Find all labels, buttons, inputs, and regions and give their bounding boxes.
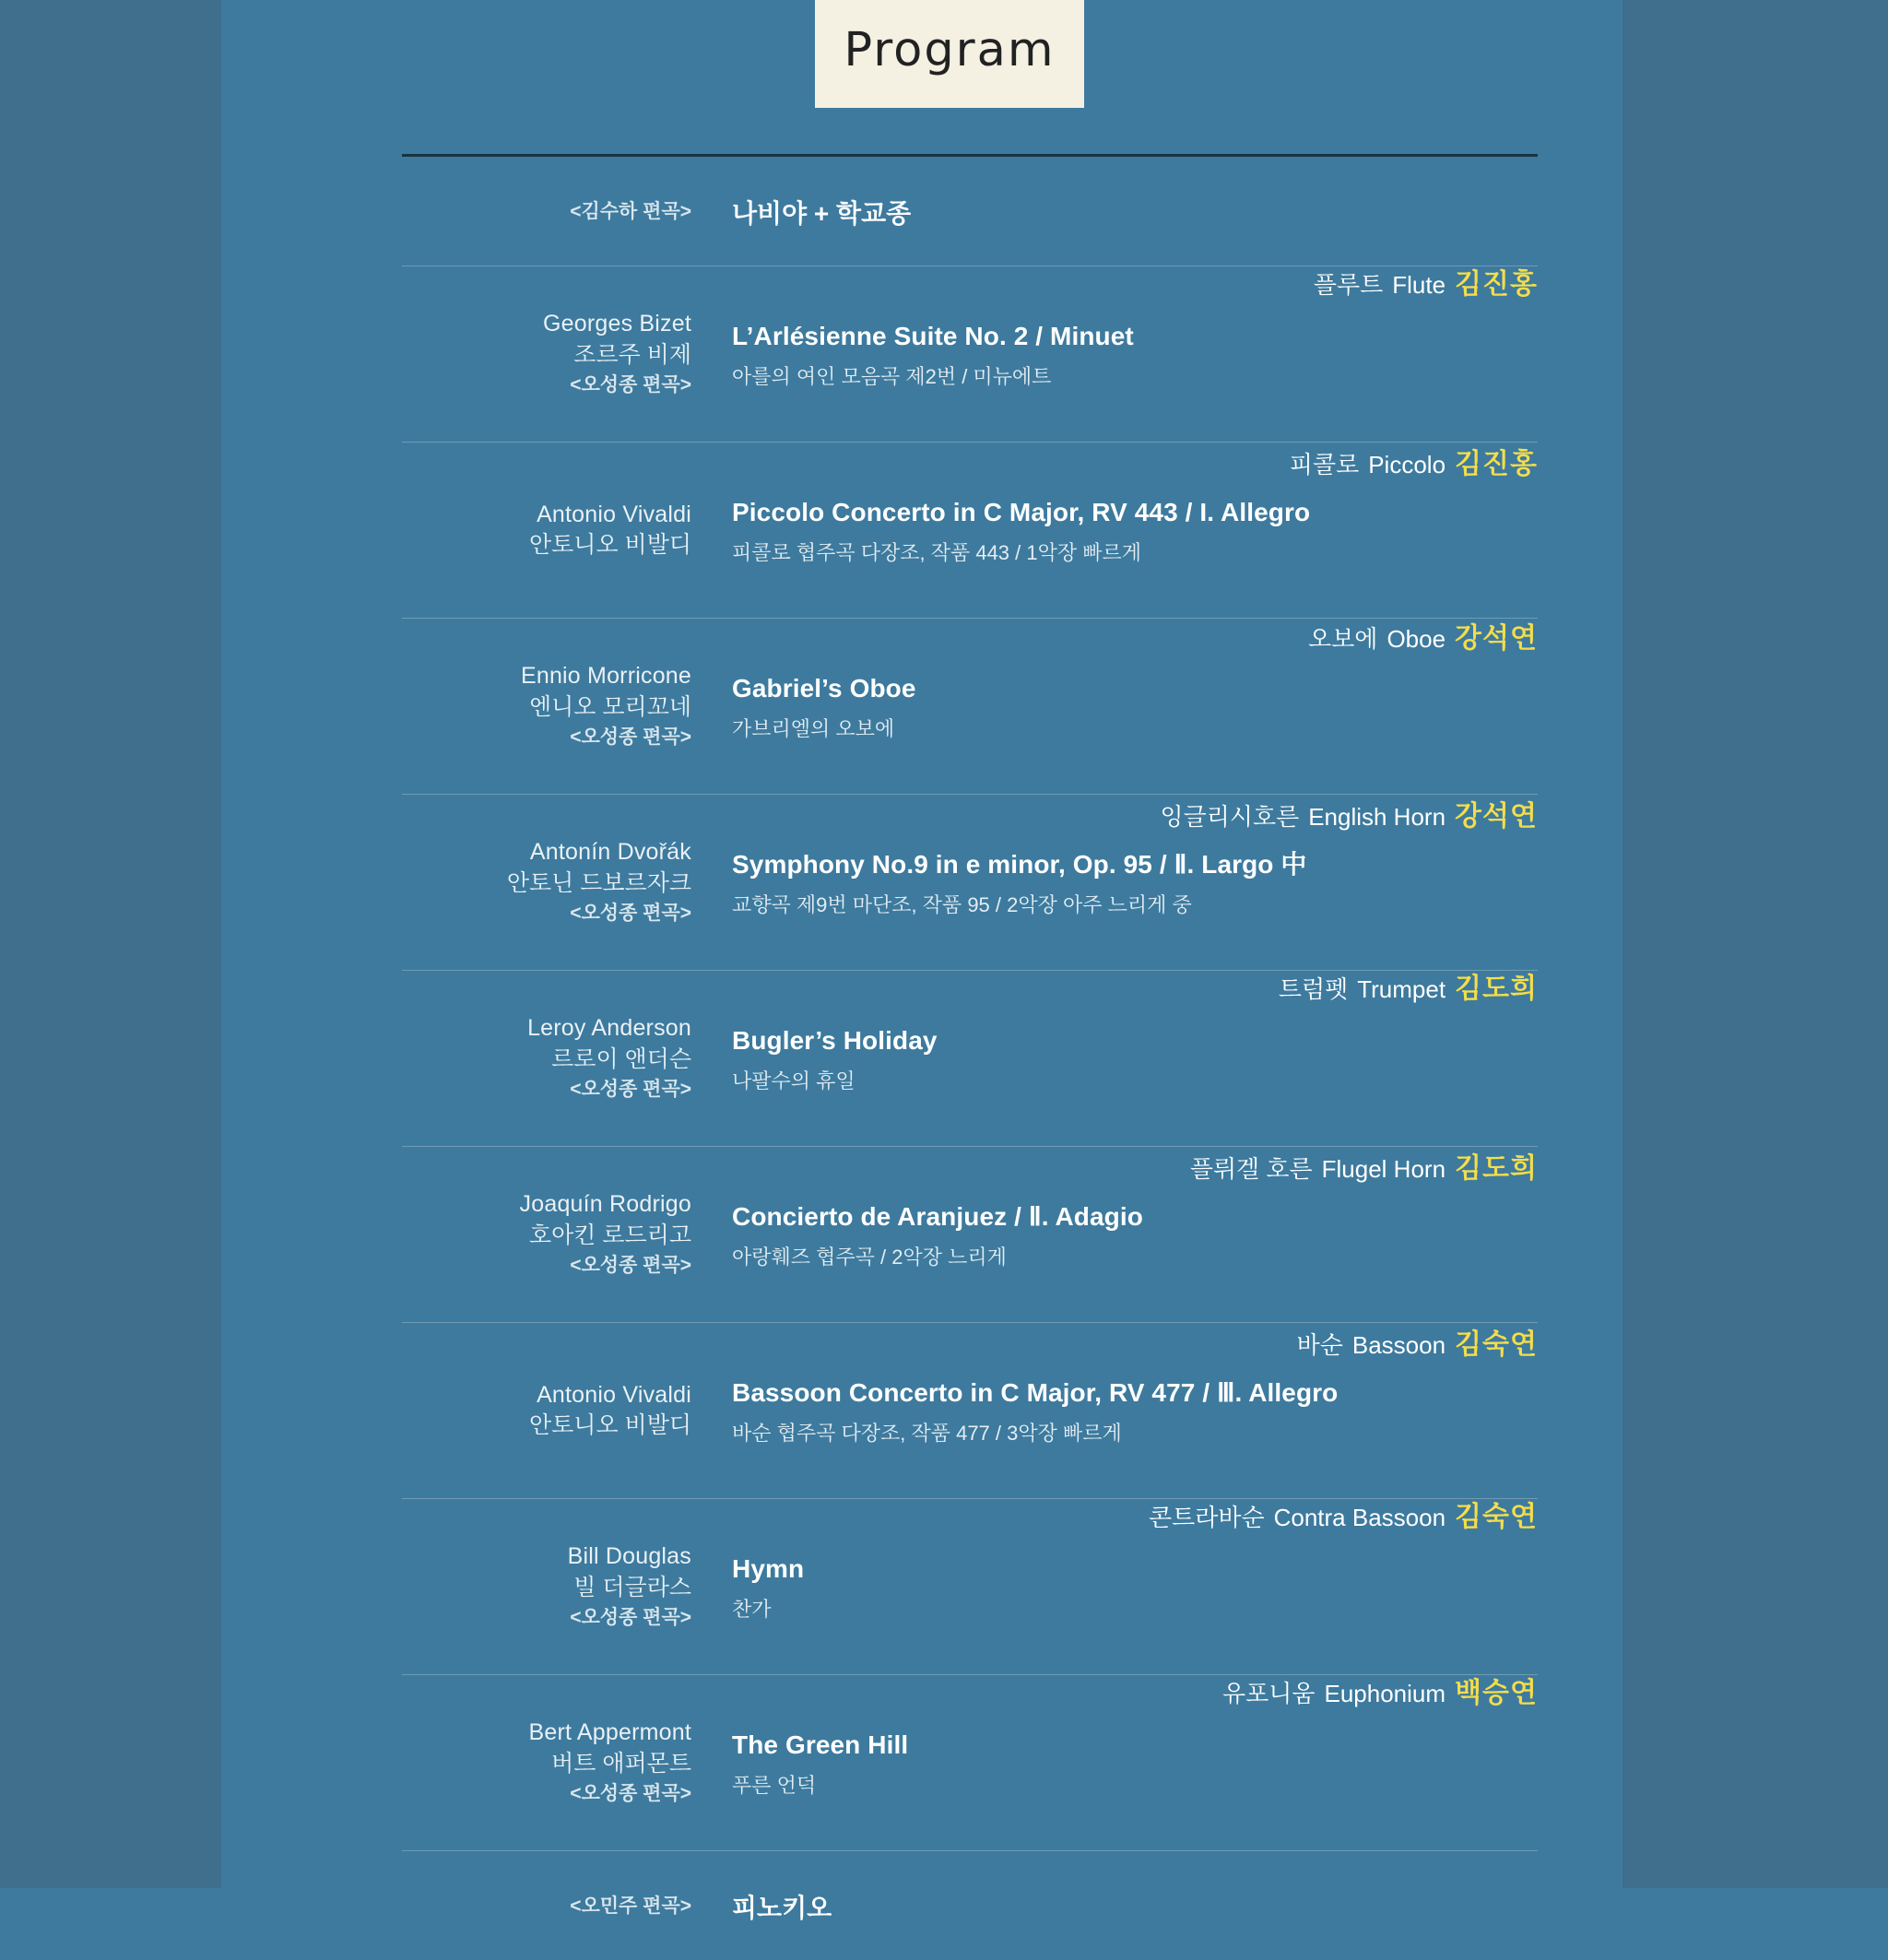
- row-work-cell: [715, 1678, 1538, 1798]
- row-instrument-en: Bassoon: [1351, 1331, 1446, 1360]
- row-composer-cell: [402, 309, 715, 398]
- row-work-cell: [715, 623, 1538, 741]
- row-arranger: <오성종 편곡>: [570, 1783, 691, 1805]
- row-work-kr: 바순 협주곡 다장조, 작품 477 / 3악장 빠르게: [732, 1421, 1122, 1445]
- row-work-kr: 푸른 언덕: [732, 1773, 817, 1797]
- row-work-cell: [715, 1502, 1538, 1622]
- row-composer-cell: [402, 197, 715, 225]
- page-title: Program: [844, 23, 1056, 77]
- row-composer-cell: [402, 1718, 715, 1807]
- row-composer-en: Bert Appermont: [528, 1719, 691, 1746]
- table-row: [402, 794, 1538, 970]
- row-composer-kr: 호아킨 로드리고: [529, 1222, 691, 1248]
- row-work-cell: [715, 192, 1538, 230]
- row-player-name: 강석연: [1455, 623, 1538, 655]
- row-player-name: 김진홍: [1455, 449, 1538, 480]
- row-composer-cell: [402, 1380, 715, 1442]
- row-composer-cell: [402, 1189, 715, 1279]
- row-work-kr: 가브리엘의 오보에: [732, 716, 895, 740]
- row-work-cell: [715, 1329, 1538, 1446]
- row-composer-kr: 안토니오 비발디: [529, 1412, 691, 1438]
- row-composer-en: Bill Douglas: [567, 1543, 691, 1570]
- row-performer: [1190, 1145, 1538, 1186]
- row-player-name: 김진홍: [1455, 269, 1538, 301]
- table-row: [402, 266, 1538, 442]
- row-composer-en: Antonín Dvořák: [529, 839, 691, 866]
- program-table: [402, 154, 1538, 1960]
- row-work-en: Symphony No.9 in e minor, Op. 95 / Ⅱ. Largo 中: [732, 850, 1307, 880]
- row-instrument-kr: 유포니움: [1222, 1680, 1316, 1708]
- row-composer-kr: 빌 더글라스: [573, 1574, 691, 1600]
- row-work-en: Gabriel’s Oboe: [732, 674, 916, 703]
- row-player-name: 김도희: [1455, 974, 1538, 1005]
- row-instrument-kr: 플루트: [1313, 271, 1384, 300]
- table-row: [402, 618, 1538, 794]
- row-performer: [1279, 965, 1538, 1006]
- row-performer: [1297, 1321, 1538, 1362]
- row-arranger: <오성종 편곡>: [570, 1255, 691, 1277]
- row-work-kr: 교향곡 제9번 마단조, 작품 95 / 2악장 아주 느리게 중: [732, 892, 1192, 916]
- row-work-cell: [715, 801, 1538, 917]
- table-row: [402, 442, 1538, 618]
- row-work-en: Bassoon Concerto in C Major, RV 477 / Ⅲ. Allegro: [732, 1378, 1339, 1408]
- row-composer-kr: 버트 애퍼몬트: [551, 1750, 691, 1777]
- row-instrument-en: English Horn: [1308, 803, 1446, 832]
- row-performer: [1160, 793, 1538, 833]
- table-row: [402, 1146, 1538, 1322]
- row-instrument-en: Oboe: [1386, 625, 1446, 654]
- row-composer-en: Antonio Vivaldi: [537, 501, 691, 527]
- row-composer-cell: [402, 661, 715, 750]
- row-work-cell: [715, 449, 1538, 565]
- row-work-kr: 아를의 여인 모음곡 제2번 / 미뉴에트: [732, 364, 1052, 388]
- row-work-cell: [715, 1886, 1538, 1925]
- row-title-kr: 나비야 + 학교종: [732, 199, 912, 228]
- row-player-name: 강석연: [1455, 801, 1538, 832]
- row-arranger: <오민주 편곡>: [570, 1895, 691, 1917]
- row-arranger: <오성종 편곡>: [570, 374, 691, 396]
- row-composer-cell: [402, 1013, 715, 1103]
- row-composer-en: Joaquín Rodrigo: [519, 1191, 691, 1218]
- row-composer-cell: [402, 1892, 715, 1919]
- row-composer-en: Leroy Anderson: [527, 1015, 691, 1042]
- row-composer-cell: [402, 837, 715, 927]
- row-instrument-kr: 피콜로: [1289, 451, 1360, 479]
- row-performer: [1308, 615, 1538, 655]
- row-composer-kr: 조르주 비제: [573, 341, 691, 368]
- row-work-kr: 아랑훼즈 협주곡 / 2악장 느리게: [732, 1245, 1007, 1269]
- row-work-en: L’Arlésienne Suite No. 2 / Minuet: [732, 322, 1134, 351]
- row-performer: [1290, 441, 1538, 481]
- row-composer-cell: [402, 500, 715, 561]
- row-composer-en: Ennio Morricone: [520, 663, 691, 690]
- row-composer-cell: [402, 1541, 715, 1631]
- row-composer-en: Georges Bizet: [542, 311, 691, 337]
- row-arranger: <김수하 편곡>: [570, 200, 691, 222]
- row-work-en: Bugler’s Holiday: [732, 1026, 938, 1056]
- row-composer-kr: 엔니오 모리꼬네: [529, 693, 691, 720]
- table-row: [402, 970, 1538, 1146]
- row-work-kr: 찬가: [732, 1597, 772, 1621]
- row-instrument-en: Flute: [1392, 271, 1446, 300]
- row-composer-en: Antonio Vivaldi: [537, 1381, 691, 1408]
- row-work-kr: 피콜로 협주곡 다장조, 작품 443 / 1악장 빠르게: [732, 540, 1141, 564]
- row-instrument-kr: 트럼펫: [1278, 975, 1349, 1004]
- row-composer-kr: 안토닌 드보르자크: [506, 869, 691, 896]
- row-work-kr: 나팔수의 휴일: [732, 1069, 856, 1092]
- row-instrument-kr: 콘트라바순: [1149, 1504, 1265, 1532]
- row-composer-kr: 르로이 앤더슨: [551, 1045, 691, 1072]
- row-player-name: 백승연: [1455, 1678, 1538, 1709]
- row-arranger: <오성종 편곡>: [570, 1607, 691, 1629]
- row-work-cell: [715, 269, 1538, 389]
- row-instrument-kr: 플뤼겔 호른: [1189, 1155, 1313, 1184]
- row-title-kr: 피노키오: [732, 1894, 832, 1922]
- row-performer: [1149, 1494, 1538, 1534]
- row-work-en: Hymn: [732, 1554, 805, 1584]
- table-row: [402, 1498, 1538, 1674]
- row-instrument-en: Piccolo: [1368, 451, 1446, 479]
- row-player-name: 김도희: [1455, 1153, 1538, 1185]
- row-work-en: The Green Hill: [732, 1730, 909, 1760]
- row-composer-kr: 안토니오 비발디: [529, 532, 691, 558]
- table-row: [402, 1850, 1538, 1960]
- row-instrument-kr: 오보에: [1308, 625, 1378, 654]
- program-title-box: [815, 0, 1084, 108]
- row-performer: [1222, 1670, 1538, 1710]
- row-instrument-en: Trumpet: [1357, 975, 1446, 1004]
- table-row: [402, 157, 1538, 266]
- row-performer: [1314, 261, 1538, 301]
- row-instrument-kr: 바순: [1296, 1331, 1343, 1360]
- row-instrument-en: Euphonium: [1324, 1680, 1446, 1708]
- row-work-en: Concierto de Aranjuez / Ⅱ. Adagio: [732, 1202, 1143, 1232]
- table-row: [402, 1322, 1538, 1498]
- row-arranger: <오성종 편곡>: [570, 903, 691, 925]
- row-work-en: Piccolo Concerto in C Major, RV 443 / I. Allegro: [732, 498, 1311, 527]
- row-instrument-en: Contra Bassoon: [1273, 1504, 1446, 1532]
- row-work-cell: [715, 974, 1538, 1093]
- row-instrument-kr: 잉글리시호른: [1160, 803, 1300, 832]
- row-work-cell: [715, 1153, 1538, 1269]
- row-arranger: <오성종 편곡>: [570, 1079, 691, 1101]
- row-arranger: <오성종 편곡>: [570, 726, 691, 749]
- table-row: [402, 1674, 1538, 1850]
- row-player-name: 김숙연: [1455, 1502, 1538, 1533]
- row-player-name: 김숙연: [1455, 1329, 1538, 1361]
- row-instrument-en: Flugel Horn: [1321, 1155, 1446, 1184]
